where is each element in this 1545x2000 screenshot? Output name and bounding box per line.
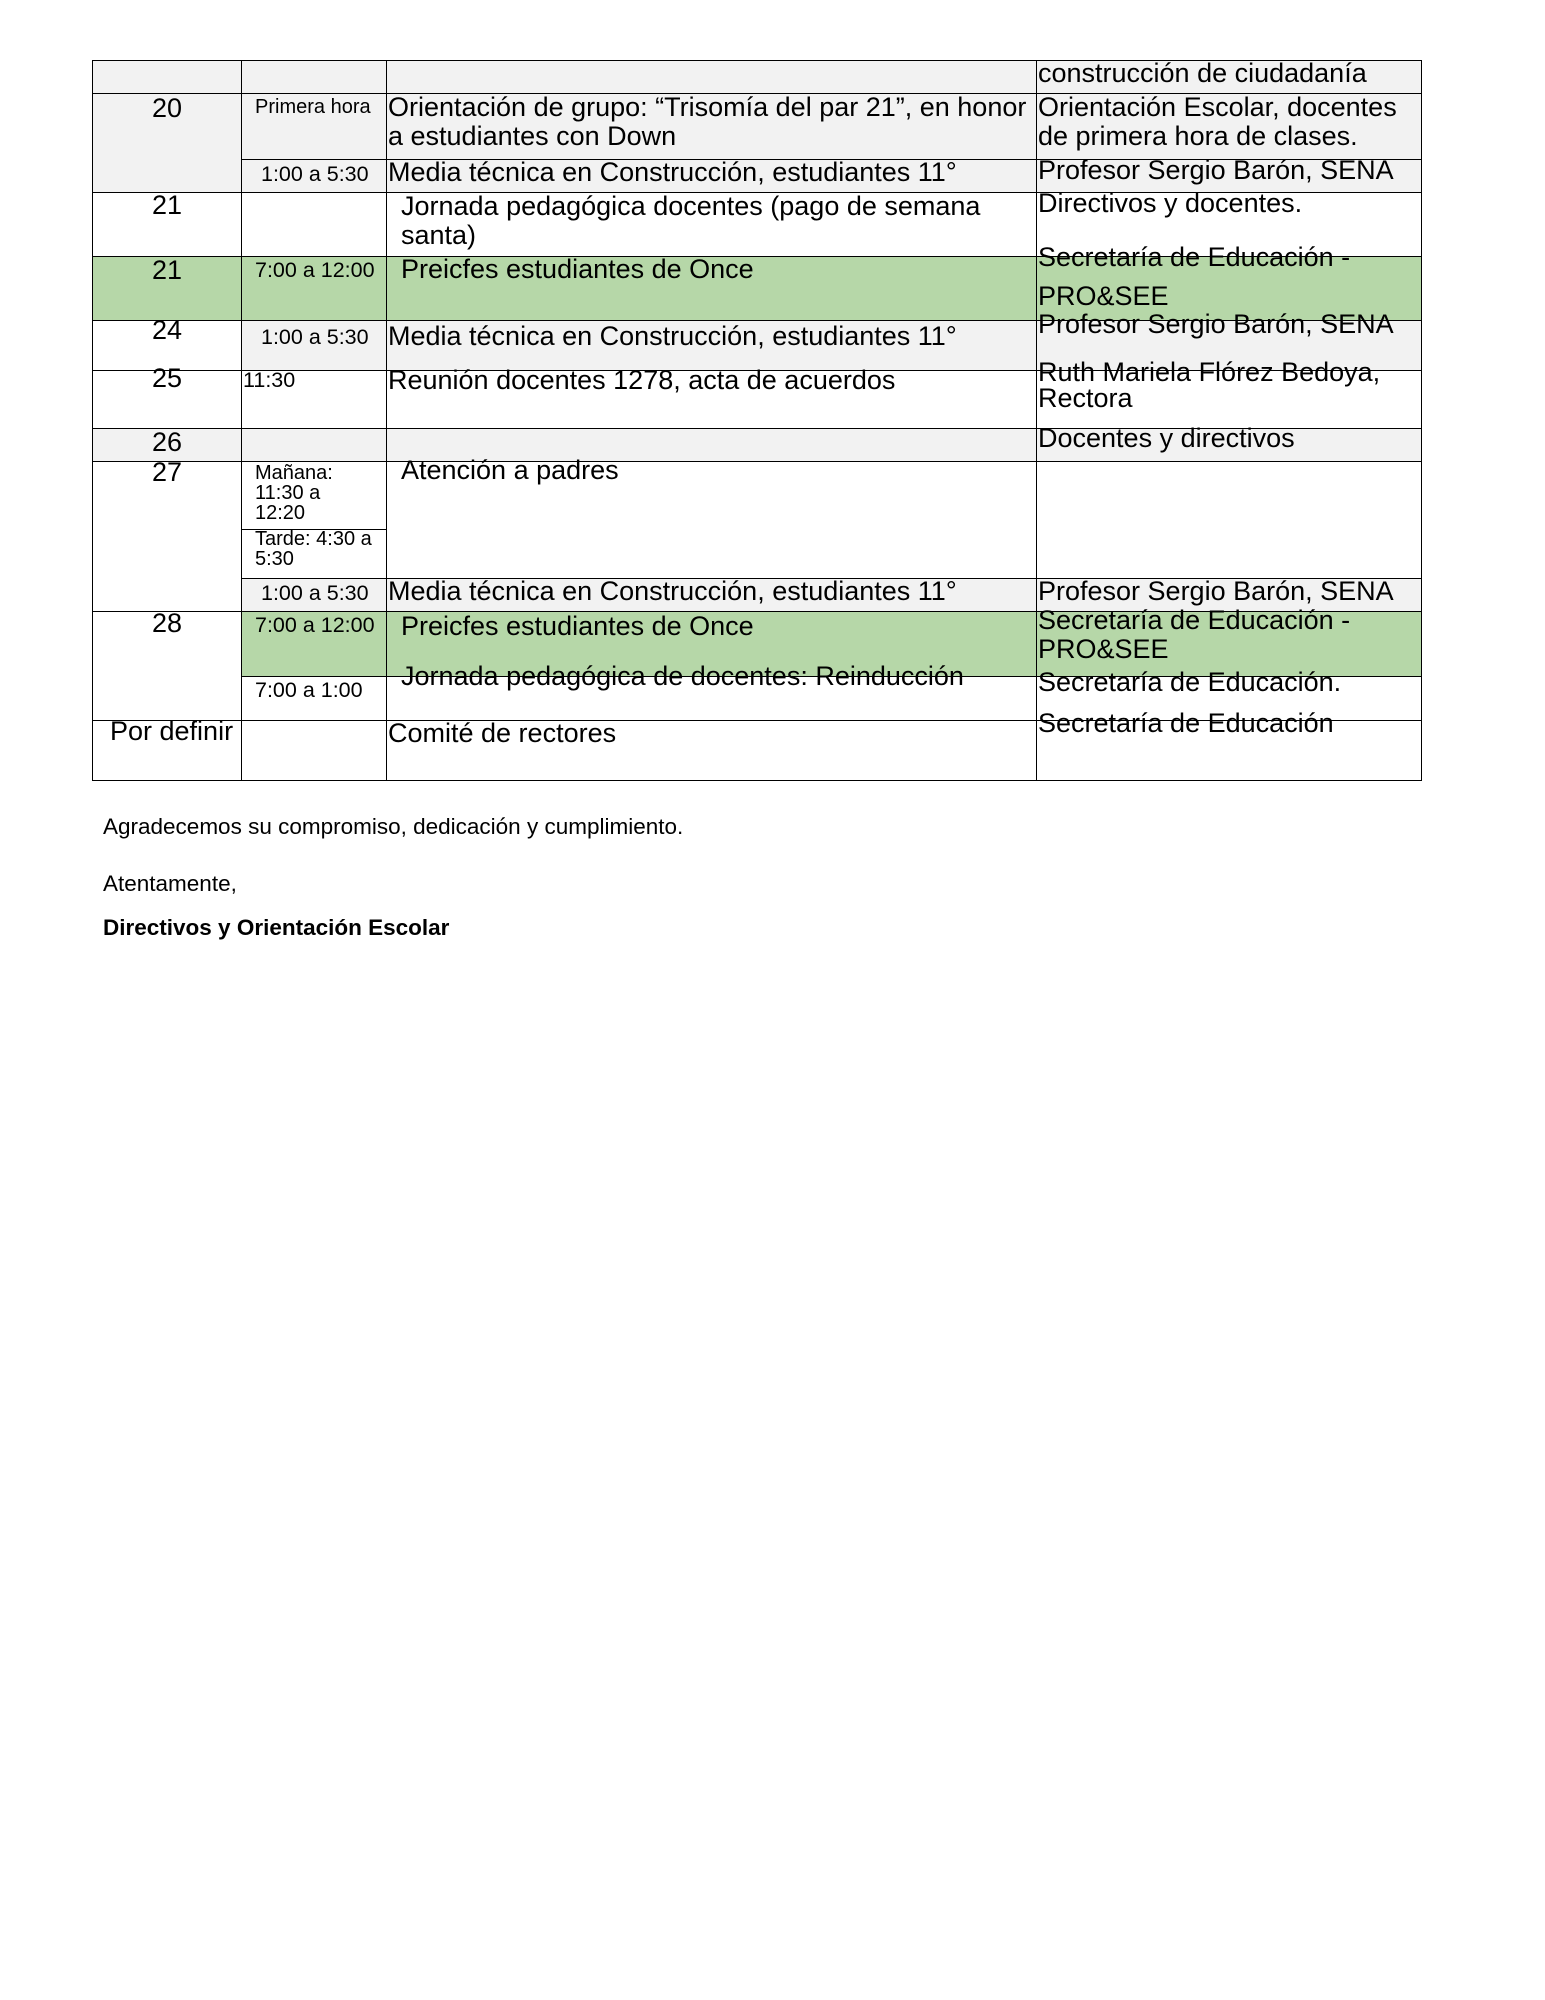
responsible-cell: Profesor Sergio Barón, SENA xyxy=(1038,309,1394,339)
time-cell: 11:30 xyxy=(243,368,296,392)
time-cell: 1:00 a 5:30 xyxy=(261,325,369,349)
grid-line xyxy=(92,60,93,781)
day-cell: 24 xyxy=(151,315,183,345)
activity-cell: Media técnica en Construcción, estudiantes 11° xyxy=(388,576,957,606)
day-cell: Por definir xyxy=(110,716,234,746)
thanks-text: Agradecemos su compromiso, dedicación y cumplimiento. xyxy=(103,814,684,839)
responsible-cell: construcción de ciudadanía xyxy=(1038,58,1367,88)
activity-cell: Atención a padres xyxy=(401,455,619,485)
time-cell: 7:00 a 12:00 xyxy=(255,258,375,282)
responsible-cell: Secretaría de Educación - PRO&SEE xyxy=(1038,242,1351,312)
signature-text: Directivos y Orientación Escolar xyxy=(103,915,450,940)
activity-cell: Media técnica en Construcción, estudiantes 11° xyxy=(388,321,957,351)
time-cell: Primera hora xyxy=(255,96,371,118)
responsible-cell: Secretaría de Educación xyxy=(1038,708,1334,738)
grid-line xyxy=(241,60,242,781)
time-cell: 7:00 a 12:00 xyxy=(255,613,375,637)
day-cell: 28 xyxy=(151,608,183,638)
day-cell: 20 xyxy=(151,93,183,123)
grid-line xyxy=(1421,60,1422,781)
time-cell: 1:00 a 5:30 xyxy=(261,581,369,605)
activity-cell: Jornada pedagógica docentes (pago de semana santa) xyxy=(401,191,981,250)
day-cell: 27 xyxy=(151,457,183,487)
responsible-cell: Directivos y docentes. xyxy=(1038,188,1303,218)
activity-cell: Media técnica en Construcción, estudiantes 11° xyxy=(388,157,957,187)
responsible-cell: Ruth Mariela Flórez Bedoya, Rectora xyxy=(1038,357,1381,414)
closing-text: Atentamente, xyxy=(103,871,237,896)
time-cell: Tarde: 4:30 a 5:30 xyxy=(255,528,372,570)
day-cell: 21 xyxy=(151,255,183,285)
responsible-cell: Docentes y directivos xyxy=(1038,423,1295,453)
responsible-cell: Profesor Sergio Barón, SENA xyxy=(1038,155,1394,185)
day-cell: 26 xyxy=(151,427,183,457)
responsible-cell: Secretaría de Educación. xyxy=(1038,667,1342,697)
responsible-cell: Orientación Escolar, docentes de primera hora de clases. xyxy=(1038,92,1397,151)
grid-line xyxy=(1036,60,1037,781)
grid-line xyxy=(92,780,1422,781)
activity-cell: Orientación de grupo: “Trisomía del par 21”, en honor a estudiantes con Down xyxy=(388,92,1027,151)
activity-cell: Preicfes estudiantes de Once xyxy=(401,611,754,641)
activity-cell: Jornada pedagógica de docentes: Reinducción xyxy=(401,661,964,691)
activity-cell: Preicfes estudiantes de Once xyxy=(401,254,754,284)
grid-line xyxy=(386,60,387,781)
activity-cell: Reunión docentes 1278, acta de acuerdos xyxy=(388,365,896,395)
day-cell: 21 xyxy=(151,190,183,220)
time-cell: Mañana: 11:30 a 12:20 xyxy=(255,462,333,524)
activity-cell: Comité de rectores xyxy=(388,718,617,748)
time-cell: 1:00 a 5:30 xyxy=(261,162,369,186)
responsible-cell: Profesor Sergio Barón, SENA xyxy=(1038,576,1394,606)
day-cell: 25 xyxy=(151,363,183,393)
responsible-cell: Secretaría de Educación - PRO&SEE xyxy=(1038,605,1351,664)
time-cell: 7:00 a 1:00 xyxy=(255,678,363,702)
